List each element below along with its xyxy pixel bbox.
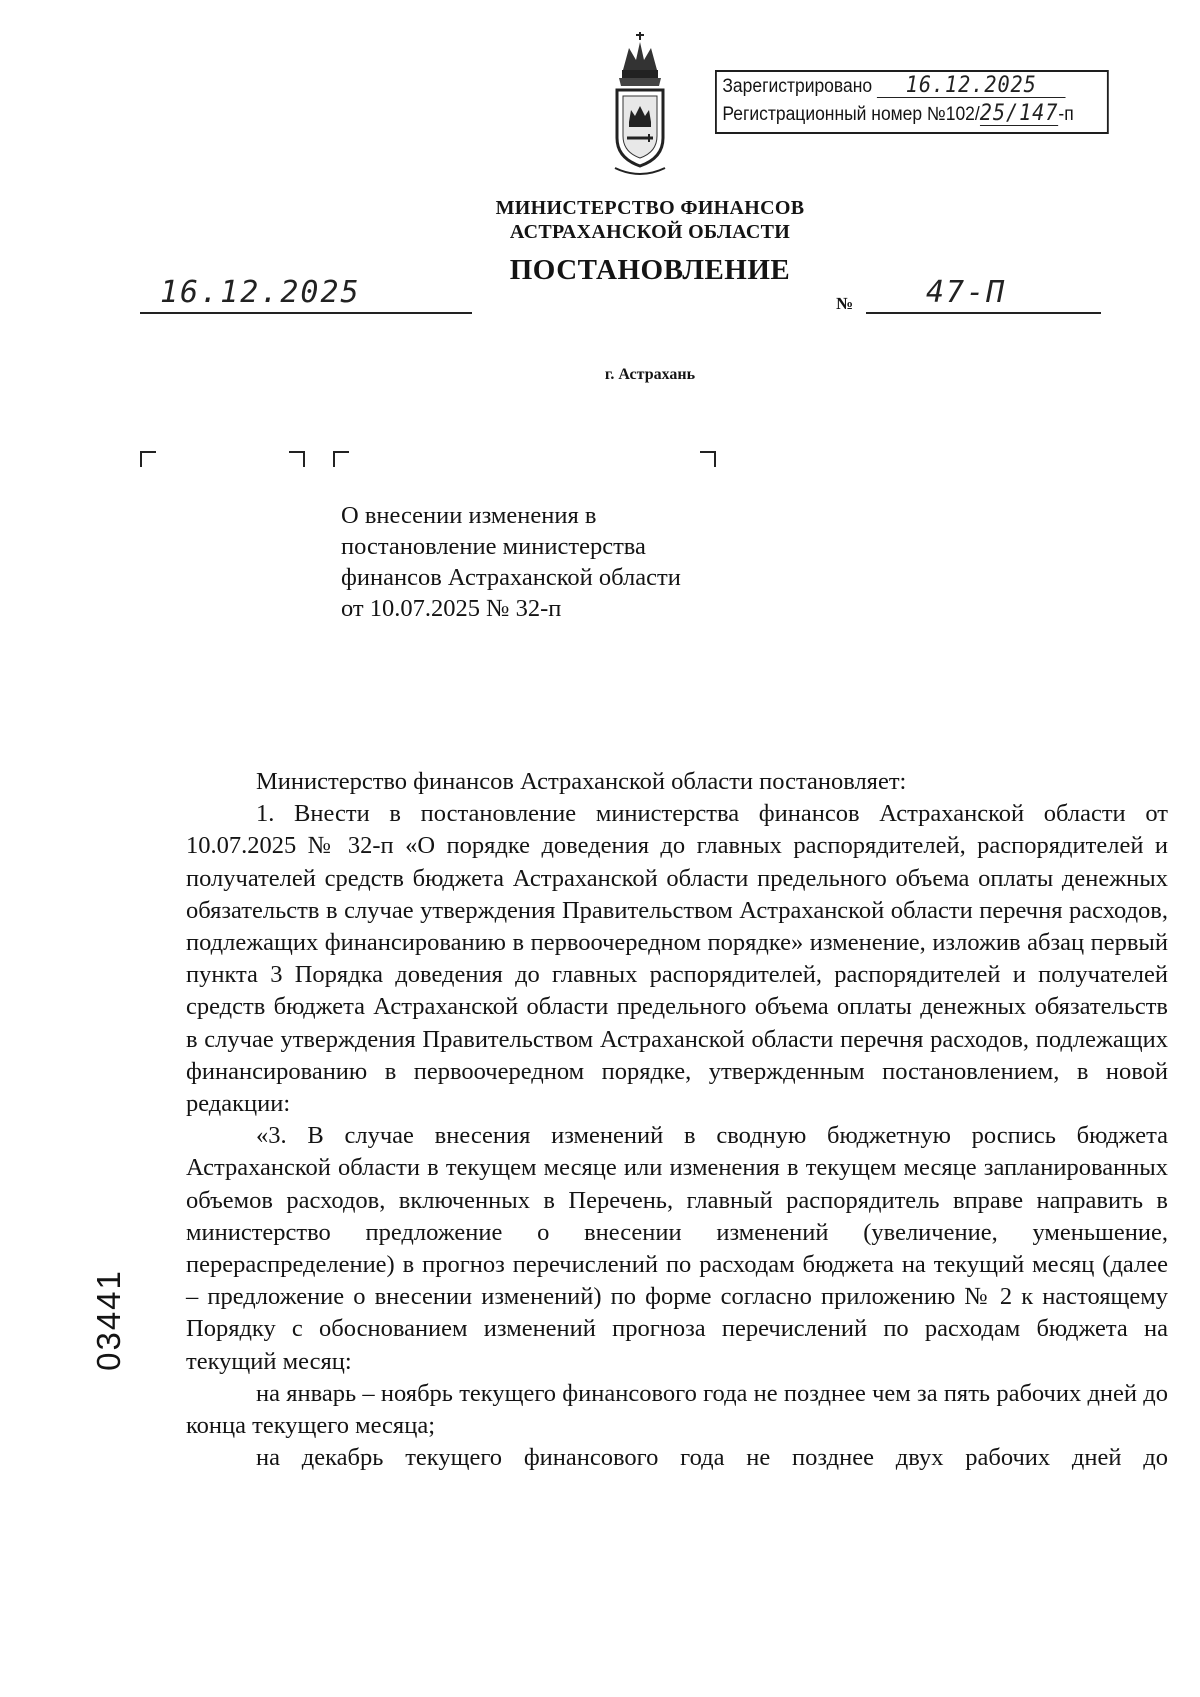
reg-number-label: Регистрационный номер №102/ bbox=[722, 104, 980, 125]
registered-date: 16.12.2025 bbox=[877, 75, 1066, 98]
reg-number-value: 25/147 bbox=[979, 101, 1059, 126]
coat-of-arms-icon bbox=[609, 30, 671, 180]
side-registration-number: 03441 bbox=[90, 1269, 127, 1371]
body-paragraph: Министерство финансов Астраханской области постановляет: bbox=[256, 768, 907, 795]
corner-mark-top-left-2 bbox=[333, 451, 349, 467]
document-type: ПОСТАНОВЛЕНИЕ bbox=[509, 254, 791, 286]
corner-mark-top-left bbox=[140, 451, 156, 467]
reg-number-suffix: -п bbox=[1058, 104, 1074, 125]
body-paragraph: на декабрь текущего финансового года не позднее двух рабочих дней до bbox=[256, 1444, 1168, 1472]
body-paragraph: на январь – ноябрь текущего финансового года не позднее чем за пять рабочих дней до конца текущего месяца; bbox=[186, 1379, 1168, 1440]
registered-label: Зарегистрировано bbox=[722, 76, 873, 97]
document-body bbox=[186, 766, 1168, 1474]
ministry-line-1: МИНИСТЕРСТВО ФИНАНСОВ bbox=[495, 197, 805, 219]
subject-line: от 10.07.2025 № 32-п bbox=[341, 595, 562, 622]
body-paragraph: «3. В случае внесения изменений в сводную бюджетную роспись бюджета Астраханской области в текущем месяце или изменения в текущем месяце запланированных объемов расходов, включенных в Перечень, главный распорядитель вправе направить в министерство предложение о внесении изменений (увеличение, уменьшение, перераспределение) в прогноз перечислений по расходам бюджета на текущий месяц (далее – предложение о внесении изменений) по форме согласно приложению № 2 к настоящему Порядку с обоснованием изменений прогноза перечислений по расходам бюджета на текущий месяц: bbox=[186, 1122, 1168, 1375]
subject-line: О внесении изменения в bbox=[341, 502, 597, 529]
number-field bbox=[866, 276, 1101, 314]
document-number: 47-П bbox=[926, 275, 1007, 310]
corner-mark-top-right-2 bbox=[700, 451, 716, 467]
city: г. Астрахань bbox=[604, 366, 696, 383]
body-paragraph: 1. Внести в постановление министерства финансов Астраханской области от 10.07.2025 № 32-п «О порядке доведения до главных распорядителей, распорядителей и получателей средств бюджета Астраханской области предельного объема оплаты денежных обязательств в случае утверждения Правительством Астраханской области перечня расходов, подлежащих финансированию в первоочередном порядке» изменение, изложив абзац первый пункта 3 Порядка доведения до главных распорядителей, распорядителей и получателей средств бюджета Астраханской области предельного объема оплаты денежных обязательств в случае утверждения Правительством Астраханской области перечня расходов, подлежащих финансированию в первоочередном порядке, утвержденным постановлением, в новой редакции: bbox=[186, 800, 1168, 1118]
subject-line: финансов Астраханской области bbox=[341, 564, 681, 591]
registration-stamp bbox=[715, 70, 1109, 134]
number-sign: № bbox=[836, 294, 854, 313]
ministry-name bbox=[300, 196, 1000, 244]
corner-mark-top-right bbox=[289, 451, 305, 467]
ministry-line-2: АСТРАХАНСКОЙ ОБЛАСТИ bbox=[509, 221, 791, 243]
subject-line: постановление министерства bbox=[341, 533, 646, 560]
date-field bbox=[140, 276, 472, 314]
document-date: 16.12.2025 bbox=[160, 275, 361, 310]
document-subject bbox=[341, 500, 681, 624]
